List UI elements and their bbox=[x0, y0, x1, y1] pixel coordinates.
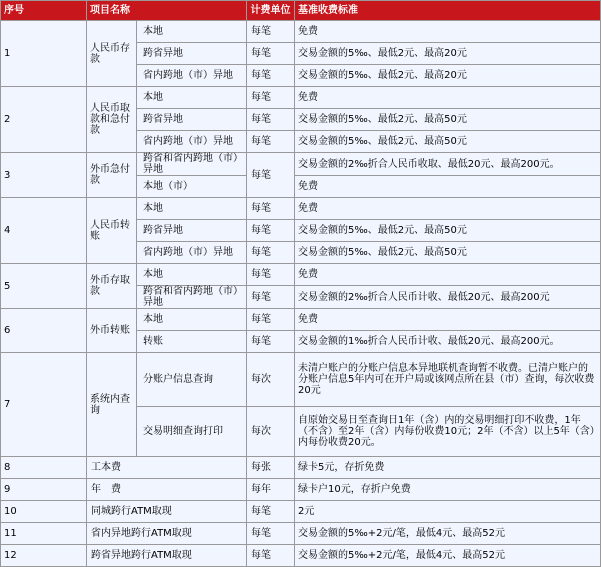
category-cell: 人民币转账 bbox=[87, 198, 137, 264]
unit-cell: 每笔 bbox=[247, 220, 295, 242]
header-unit: 计费单位 bbox=[247, 1, 295, 21]
row-number: 3 bbox=[1, 153, 87, 198]
fee-cell: 交易金额的5‰、最低2元、最高20元 bbox=[295, 65, 601, 87]
fee-cell: 免费 bbox=[295, 21, 601, 43]
fee-cell: 未清户账户的分账户信息本异地联机查询暂不收费。已清户账户的分账户信息5年内可在开户局或该网点所在县（市）查询，每次收费20元 bbox=[295, 353, 601, 407]
header-name: 项目名称 bbox=[87, 1, 247, 21]
category-cell: 系统内查询 bbox=[87, 353, 137, 457]
fee-cell: 免费 bbox=[295, 198, 601, 220]
fee-cell: 交易金额的5‰、最低2元、最高20元 bbox=[295, 43, 601, 65]
item-name: 省内异地跨行ATM取现 bbox=[87, 523, 247, 545]
table-row bbox=[1, 353, 601, 407]
fee-cell: 2元 bbox=[295, 501, 601, 523]
row-number: 9 bbox=[1, 479, 87, 501]
table-row bbox=[1, 545, 601, 567]
row-number: 5 bbox=[1, 264, 87, 309]
table-row bbox=[1, 21, 601, 43]
unit-cell: 每笔 bbox=[247, 545, 295, 567]
unit-cell: 每笔 bbox=[247, 153, 295, 198]
unit-cell: 每笔 bbox=[247, 198, 295, 220]
unit-cell: 每笔 bbox=[247, 43, 295, 65]
fee-cell: 自原始交易日至查询日1年（含）内的交易明细打印不收费，1年（不含）至2年（含）内每份收费10元；2年（不含）以上5年（含）内每份收费20元。 bbox=[295, 407, 601, 457]
fee-cell: 交易金额的5‰+2元/笔，最低4元、最高52元 bbox=[295, 545, 601, 567]
table-row bbox=[1, 309, 601, 331]
unit-cell: 每张 bbox=[247, 457, 295, 479]
unit-cell: 每笔 bbox=[247, 309, 295, 331]
category-cell: 外币急付款 bbox=[87, 153, 137, 198]
table-row bbox=[1, 198, 601, 220]
fee-cell: 免费 bbox=[295, 309, 601, 331]
sub-item: 本地 bbox=[137, 198, 247, 220]
unit-cell: 每笔 bbox=[247, 65, 295, 87]
table-row bbox=[1, 153, 601, 176]
unit-cell: 每次 bbox=[247, 353, 295, 407]
fee-cell: 交易金额的5‰、最低2元、最高50元 bbox=[295, 242, 601, 264]
sub-item: 跨省异地 bbox=[137, 109, 247, 131]
category-cell: 外币存取款 bbox=[87, 264, 137, 309]
unit-cell: 每笔 bbox=[247, 331, 295, 353]
fee-cell: 交易金额的5‰、最低2元、最高50元 bbox=[295, 131, 601, 153]
category-cell: 外币转账 bbox=[87, 309, 137, 353]
fee-cell: 交易金额的5‰+2元/笔，最低4元、最高52元 bbox=[295, 523, 601, 545]
category-cell: 人民币存款 bbox=[87, 21, 137, 87]
fee-cell: 交易金额的5‰、最低2元、最高50元 bbox=[295, 109, 601, 131]
row-number: 1 bbox=[1, 21, 87, 87]
row-number: 6 bbox=[1, 309, 87, 353]
fee-cell: 交易金额的2‰折合人民币收取、最低20元、最高200元。 bbox=[295, 153, 601, 176]
unit-cell: 每笔 bbox=[247, 21, 295, 43]
header-no: 序号 bbox=[1, 1, 87, 21]
sub-item: 分账户信息查询 bbox=[137, 353, 247, 407]
unit-cell: 每年 bbox=[247, 479, 295, 501]
sub-item: 跨省异地 bbox=[137, 43, 247, 65]
item-name: 工本费 bbox=[87, 457, 247, 479]
item-name: 跨省异地跨行ATM取现 bbox=[87, 545, 247, 567]
fee-cell: 交易金额的2‰折合人民币计收、最低20元、最高200元 bbox=[295, 286, 601, 309]
table-row bbox=[1, 457, 601, 479]
unit-cell: 每次 bbox=[247, 407, 295, 457]
row-number: 7 bbox=[1, 353, 87, 457]
sub-item: 本地 bbox=[137, 87, 247, 109]
unit-cell: 每笔 bbox=[247, 523, 295, 545]
row-number: 11 bbox=[1, 523, 87, 545]
fee-cell: 免费 bbox=[295, 87, 601, 109]
category-cell: 人民币取款和急付款 bbox=[87, 87, 137, 153]
fee-cell: 免费 bbox=[295, 264, 601, 286]
sub-item: 转账 bbox=[137, 331, 247, 353]
unit-cell: 每笔 bbox=[247, 131, 295, 153]
unit-cell: 每笔 bbox=[247, 286, 295, 309]
sub-item: 跨省和省内跨地（市）异地 bbox=[137, 286, 247, 309]
unit-cell: 每笔 bbox=[247, 242, 295, 264]
table-row bbox=[1, 523, 601, 545]
fee-cell: 绿卡户10元，存折户免费 bbox=[295, 479, 601, 501]
unit-cell: 每笔 bbox=[247, 501, 295, 523]
table-row bbox=[1, 87, 601, 109]
sub-item: 省内跨地（市）异地 bbox=[137, 65, 247, 87]
fee-cell: 绿卡5元，存折免费 bbox=[295, 457, 601, 479]
sub-item: 交易明细查询打印 bbox=[137, 407, 247, 457]
table-row bbox=[1, 264, 601, 286]
fee-cell: 交易金额的1‰折合人民币计收、最低20元、最高200元。 bbox=[295, 331, 601, 353]
table-row bbox=[1, 479, 601, 501]
sub-item: 省内跨地（市）异地 bbox=[137, 242, 247, 264]
row-number: 8 bbox=[1, 457, 87, 479]
sub-item: 本地 bbox=[137, 21, 247, 43]
sub-item: 本地 bbox=[137, 264, 247, 286]
row-number: 2 bbox=[1, 87, 87, 153]
sub-item: 跨省和省内跨地（市）异地 bbox=[137, 153, 247, 176]
header-fee: 基准收费标准 bbox=[295, 1, 601, 21]
row-number: 12 bbox=[1, 545, 87, 567]
sub-item: 本地 bbox=[137, 309, 247, 331]
unit-cell: 每笔 bbox=[247, 109, 295, 131]
header-row bbox=[1, 1, 601, 21]
sub-item: 本地（市） bbox=[137, 176, 247, 198]
sub-item: 省内跨地（市）异地 bbox=[137, 131, 247, 153]
item-name: 年 费 bbox=[87, 479, 247, 501]
sub-item: 跨省异地 bbox=[137, 220, 247, 242]
unit-cell: 每笔 bbox=[247, 264, 295, 286]
fee-cell: 免费 bbox=[295, 176, 601, 198]
row-number: 4 bbox=[1, 198, 87, 264]
fee-cell: 交易金额的5‰、最低2元、最高50元 bbox=[295, 220, 601, 242]
table-row bbox=[1, 501, 601, 523]
row-number: 10 bbox=[1, 501, 87, 523]
item-name: 同城跨行ATM取现 bbox=[87, 501, 247, 523]
unit-cell: 每笔 bbox=[247, 87, 295, 109]
